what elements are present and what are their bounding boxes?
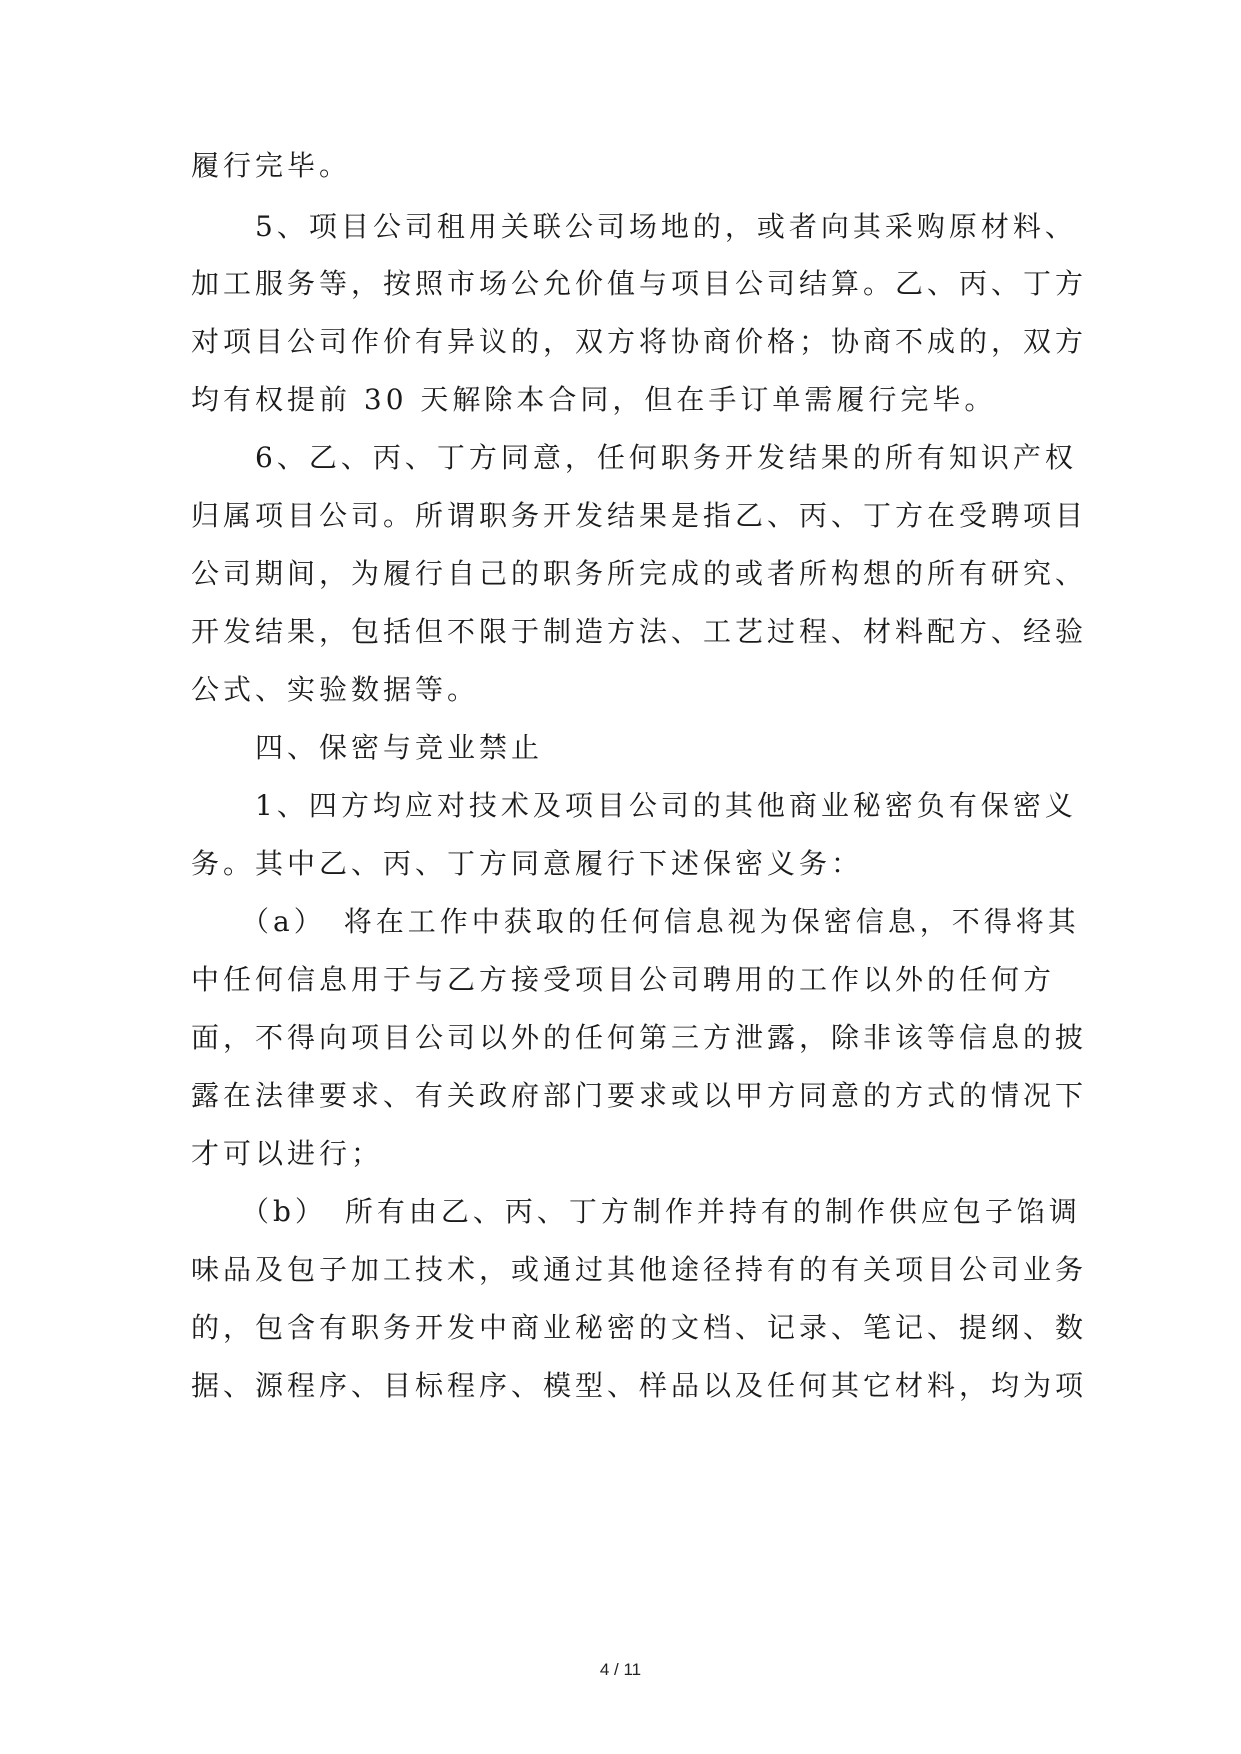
text-line: 归属项目公司。所谓职务开发结果是指乙、丙、丁方在受聘项目: [191, 499, 1088, 532]
page-number: 4 / 11: [599, 1660, 642, 1679]
text-line: 对项目公司作价有异议的，双方将协商价格；协商不成的，双方: [191, 325, 1088, 358]
text-line: 面，不得向项目公司以外的任何第三方泄露，除非该等信息的披: [191, 1021, 1088, 1054]
text-line: 1、四方均应对技术及项目公司的其他商业秘密负有保密义: [191, 789, 1077, 822]
text-line: 露在法律要求、有关政府部门要求或以甲方同意的方式的情况下: [191, 1079, 1088, 1112]
text-line: 公式、实验数据等。: [191, 673, 480, 706]
text-line: 6、乙、丙、丁方同意，任何职务开发结果的所有知识产权: [191, 441, 1077, 474]
text-line: 味品及包子加工技术，或通过其他途径持有的有关项目公司业务: [191, 1253, 1088, 1286]
text-line: 务。其中乙、丙、丁方同意履行下述保密义务：: [191, 847, 864, 880]
section-heading: 四、保密与竞业禁止: [191, 731, 544, 764]
text-line: 公司期间，为履行自己的职务所完成的或者所构想的所有研究、: [191, 557, 1088, 590]
text-line: 据、源程序、目标程序、模型、样品以及任何其它材料，均为项: [191, 1369, 1088, 1402]
text-line: 履行完毕。: [191, 149, 352, 182]
text-line: 开发结果，包括但不限于制造方法、工艺过程、材料配方、经验: [191, 615, 1088, 648]
text-line: （a） 将在工作中获取的任何信息视为保密信息，不得将其: [191, 905, 1080, 938]
text-line: 才可以进行；: [191, 1137, 384, 1170]
text-line: 均有权提前 30 天解除本合同，但在手订单需履行完毕。: [191, 383, 997, 416]
text-line: 中任何信息用于与乙方接受项目公司聘用的工作以外的任何方: [191, 963, 1056, 996]
text-line: 的，包含有职务开发中商业秘密的文档、记录、笔记、提纲、数: [191, 1311, 1088, 1344]
text-line: 加工服务等，按照市场公允价值与项目公司结算。乙、丙、丁方: [191, 267, 1088, 300]
text-line: （b） 所有由乙、丙、丁方制作并持有的制作供应包子馅调: [191, 1195, 1081, 1228]
text-line: 5、项目公司租用关联公司场地的，或者向其采购原材料、: [191, 210, 1077, 243]
